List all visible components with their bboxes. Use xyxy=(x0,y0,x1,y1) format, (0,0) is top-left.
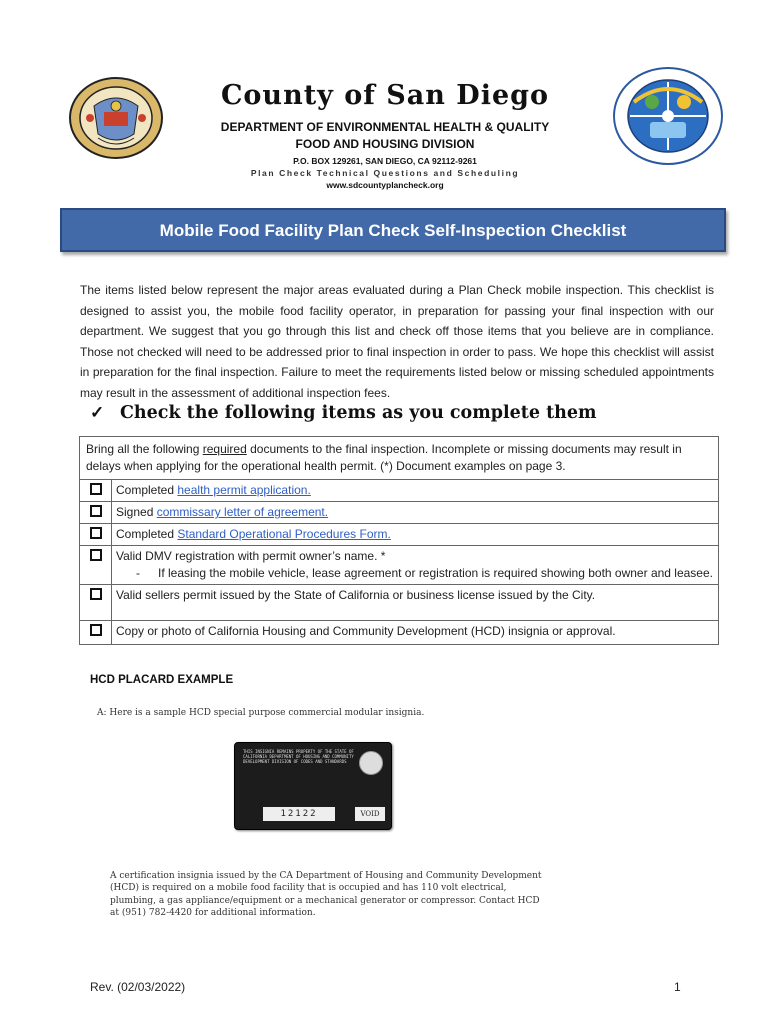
table-row xyxy=(80,502,719,524)
checkbox-health-permit[interactable] xyxy=(90,483,102,495)
commissary-letter-link[interactable]: commissary letter of agreement. xyxy=(156,505,329,519)
table-row xyxy=(80,480,719,502)
checkbox-hcd-insignia[interactable] xyxy=(90,624,102,636)
placard-void: VOID xyxy=(355,807,385,821)
table-row xyxy=(80,437,719,480)
hcd-placard-heading: HCD PLACARD EXAMPLE xyxy=(90,674,234,686)
hcd-sample-caption: A: Here is a sample HCD special purpose commercial modular insignia. xyxy=(97,708,425,718)
checklist-intro: Bring all the following required documents to the final inspection. Incomplete or missing documents may result in delays when applying for the operational health permit. (*) Document examples on page 3. xyxy=(80,437,719,480)
sop-form-link[interactable]: Standard Operational Procedures Form. xyxy=(177,527,391,541)
health-permit-link[interactable]: health permit application. xyxy=(177,483,311,497)
deh-seal-logo xyxy=(612,66,724,166)
checkbox-dmv-registration[interactable] xyxy=(90,549,102,561)
revision-date: Rev. (02/03/2022) xyxy=(90,980,186,994)
checklist-heading xyxy=(90,403,710,423)
checkbox-commissary[interactable] xyxy=(90,505,102,517)
table-row xyxy=(80,585,719,621)
table-row xyxy=(80,524,719,546)
item-commissary: Signed commissary letter of agreement. xyxy=(112,502,719,524)
item-health-permit: Completed health permit application. xyxy=(112,480,719,502)
county-name: County of San Diego xyxy=(220,80,550,111)
item-dmv-sub: If leasing the mobile vehicle, lease agreement or registration is required showing both owner and leasee. xyxy=(158,566,713,580)
hcd-certification-text: A certification insignia issued by the CA Department of Housing and Community Development (HCD) is required on a mobile food facility that is occupied and has 110 volt electrical, plumbing, a gas appliance/equipment or a mechanical generator or compressor. Contact HCD at (951) 782-4420 for additional information. xyxy=(110,871,542,919)
placard-text: THIS INSIGNIA REMAINS PROPERTY OF THE STATE OF CALIFORNIA DEPARTMENT OF HOUSING AND COMMUNITY DEVELOPMENT DIVISION OF CODES AND STANDARDS xyxy=(243,749,354,764)
hcd-placard-image xyxy=(234,742,392,830)
division-name: FOOD AND HOUSING DIVISION xyxy=(295,137,475,151)
checklist-table xyxy=(79,436,719,645)
page-title-banner: Mobile Food Facility Plan Check Self-Inspection Checklist xyxy=(60,208,726,252)
website-link[interactable]: www.sdcountyplancheck.org xyxy=(326,180,444,190)
checkbox-sellers-permit[interactable] xyxy=(90,588,102,600)
item-sellers-permit: Valid sellers permit issued by the State of California or business license issued by the City. xyxy=(112,585,719,621)
checklist-heading-text: Check the following items as you complete them xyxy=(120,403,597,423)
checkmark-icon: ✓ xyxy=(90,403,105,423)
placard-number: 12122 xyxy=(263,807,335,821)
table-row xyxy=(80,546,719,585)
table-row xyxy=(80,621,719,645)
item-dmv-registration: Valid DMV registration with permit owner’s name. * - If leasing the mobile vehicle, lease agreement or registration is required showing both owner and leasee. xyxy=(112,546,719,585)
item-hcd-insignia: Copy or photo of California Housing and Community Development (HCD) insignia or approval. xyxy=(112,621,719,645)
department-name: DEPARTMENT OF ENVIRONMENTAL HEALTH & QUALITY xyxy=(220,120,550,134)
placard-seal-icon xyxy=(359,751,383,775)
intro-paragraph: The items listed below represent the major areas evaluated during a Plan Check mobile inspection. This checklist is designed to assist you, the mobile food facility operator, in preparation for passing your final inspection with our department. We suggest that you go through this list and check off those items that you believe are in compliance. Those not checked will need to be addressed prior to final inspection in order to pass. We hope this checklist will assist in preparation for the final inspection. Failure to meet the requirements listed below or missing scheduled appointments may result in the assessment of additional inspection fees. xyxy=(80,283,714,400)
page-number: 1 xyxy=(674,980,681,994)
checkbox-sop-form[interactable] xyxy=(90,527,102,539)
required-text: required xyxy=(202,442,247,456)
mailing-address: P.O. BOX 129261, SAN DIEGO, CA 92112-9261 xyxy=(293,156,477,166)
plan-check-line: Plan Check Technical Questions and Scheduling xyxy=(250,168,520,178)
item-sop-form: Completed Standard Operational Procedures Form. xyxy=(112,524,719,546)
